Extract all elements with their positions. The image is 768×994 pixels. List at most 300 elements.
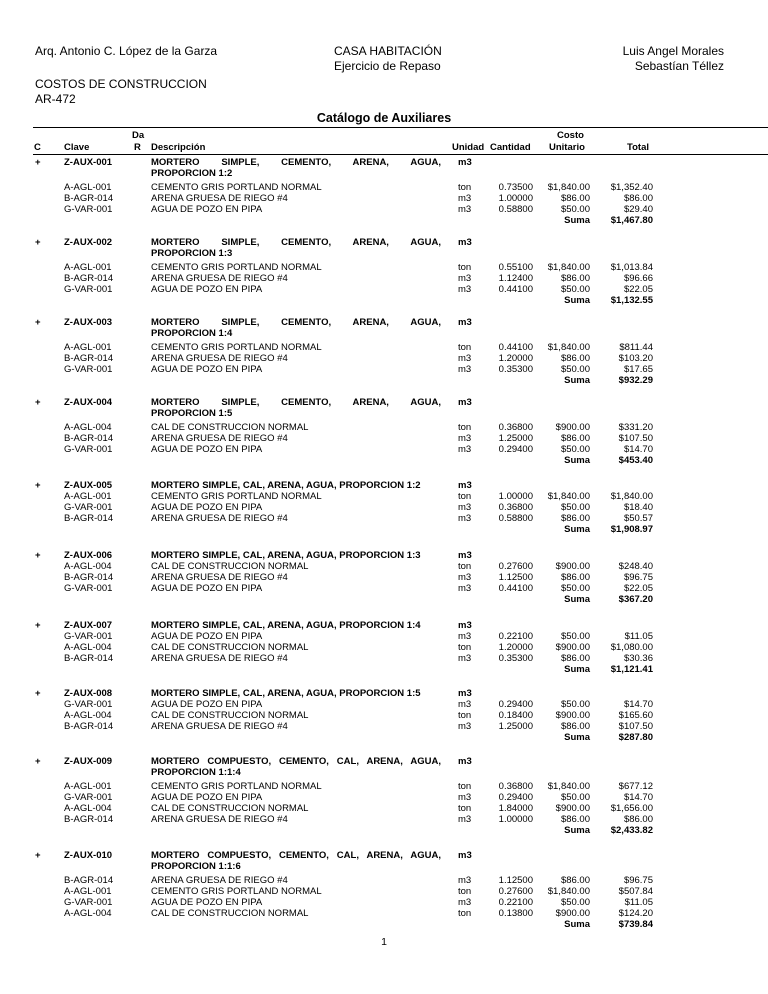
suma-total: $287.80	[618, 732, 653, 743]
group-unit: m3	[458, 157, 472, 168]
item-code: A-AGL-004	[64, 642, 112, 653]
item-row	[0, 653, 768, 664]
item-quantity: 1.00000	[498, 193, 533, 204]
item-description: ARENA GRUESA DE RIEGO #4	[151, 273, 288, 284]
suma-total: $367.20	[618, 594, 653, 605]
item-description: CAL DE CONSTRUCCION NORMAL	[151, 803, 309, 814]
item-total: $165.60	[618, 710, 653, 721]
suma-label: Suma	[564, 524, 590, 535]
suma-total: $1,467.80	[610, 215, 653, 226]
col-unidad: Unidad	[452, 142, 485, 153]
group-code: Z-AUX-009	[64, 756, 113, 767]
group-description: MORTERO SIMPLE, CAL, ARENA, AGUA, PROPORCION 1:5	[151, 688, 421, 699]
col-cantidad: Cantidad	[490, 142, 531, 153]
item-quantity: 0.44100	[498, 342, 533, 353]
suma-total: $1,132.55	[610, 295, 653, 306]
item-quantity: 0.55100	[498, 262, 533, 273]
item-total: $1,840.00	[610, 491, 653, 502]
group-code: Z-AUX-008	[64, 688, 113, 699]
group-header-continuation	[0, 168, 768, 179]
item-row	[0, 561, 768, 572]
group-unit: m3	[458, 850, 472, 861]
group-unit: m3	[458, 550, 472, 561]
item-quantity: 0.73500	[498, 182, 533, 193]
item-unit-cost: $86.00	[560, 193, 590, 204]
expand-icon[interactable]: +	[35, 756, 41, 767]
item-code: A-AGL-001	[64, 491, 112, 502]
item-description: CEMENTO GRIS PORTLAND NORMAL	[151, 491, 322, 502]
item-unit-cost: $900.00	[555, 642, 590, 653]
group-header-row	[0, 620, 768, 631]
item-row	[0, 908, 768, 919]
item-total: $107.50	[618, 433, 653, 444]
expand-icon[interactable]: +	[35, 550, 41, 561]
item-unit-cost: $86.00	[560, 814, 590, 825]
item-total: $11.05	[624, 897, 653, 908]
col-da: Da	[132, 130, 145, 141]
suma-total: $932.29	[618, 375, 653, 386]
item-total: $124.20	[618, 908, 653, 919]
item-code: G-VAR-001	[64, 792, 113, 803]
item-quantity: 0.29400	[498, 792, 533, 803]
item-description: AGUA DE POZO EN PIPA	[151, 502, 263, 513]
item-code: G-VAR-001	[64, 583, 113, 594]
item-unit: m3	[458, 699, 472, 710]
group-header-row	[0, 480, 768, 491]
item-description: CEMENTO GRIS PORTLAND NORMAL	[151, 182, 322, 193]
item-unit: ton	[458, 342, 472, 353]
item-code: B-AGR-014	[64, 814, 114, 825]
group-unit: m3	[458, 756, 472, 767]
group-code: Z-AUX-005	[64, 480, 113, 491]
group-unit: m3	[458, 397, 472, 408]
item-description: ARENA GRUESA DE RIEGO #4	[151, 433, 288, 444]
group-code: Z-AUX-007	[64, 620, 113, 631]
suma-label: Suma	[564, 732, 590, 743]
item-code: B-AGR-014	[64, 721, 114, 732]
group-code: Z-AUX-001	[64, 157, 113, 168]
item-unit-cost: $900.00	[555, 908, 590, 919]
item-code: A-AGL-001	[64, 781, 112, 792]
item-code: B-AGR-014	[64, 433, 114, 444]
item-unit-cost: $86.00	[560, 433, 590, 444]
group-description: PROPORCION 1:5	[151, 408, 233, 419]
item-total: $17.65	[623, 364, 653, 375]
group-description: MORTERO SIMPLE, CEMENTO, ARENA, AGUA,	[151, 317, 441, 328]
suma-row	[0, 919, 768, 930]
item-code: A-AGL-004	[64, 908, 112, 919]
item-unit-cost: $50.00	[560, 364, 590, 375]
group-description: MORTERO SIMPLE, CAL, ARENA, AGUA, PROPORCION 1:2	[151, 480, 421, 491]
item-description: CAL DE CONSTRUCCION NORMAL	[151, 710, 309, 721]
item-unit: m3	[458, 583, 472, 594]
item-code: G-VAR-001	[64, 444, 113, 455]
group-description: PROPORCION 1:2	[151, 168, 233, 179]
item-description: ARENA GRUESA DE RIEGO #4	[151, 875, 288, 886]
group-code: Z-AUX-006	[64, 550, 113, 561]
item-row	[0, 502, 768, 513]
project-name: CASA HABITACIÓN	[334, 44, 442, 58]
item-total: $1,080.00	[610, 642, 653, 653]
item-quantity: 0.27600	[498, 886, 533, 897]
group-header-row	[0, 157, 768, 168]
item-description: AGUA DE POZO EN PIPA	[151, 204, 263, 215]
col-costo: Costo	[557, 130, 584, 141]
item-quantity: 1.84000	[498, 803, 533, 814]
item-unit: ton	[458, 781, 472, 792]
item-row	[0, 273, 768, 284]
item-total: $86.00	[623, 814, 653, 825]
item-total: $22.05	[623, 583, 653, 594]
item-total: $1,013.84	[610, 262, 653, 273]
col-c: C	[34, 142, 41, 153]
group-unit: m3	[458, 688, 472, 699]
item-unit: ton	[458, 422, 472, 433]
item-unit-cost: $86.00	[560, 513, 590, 524]
item-code: A-AGL-001	[64, 342, 112, 353]
suma-row	[0, 375, 768, 386]
suma-total: $453.40	[618, 455, 653, 466]
item-row	[0, 781, 768, 792]
col-clave: Clave	[64, 142, 90, 153]
item-unit-cost: $50.00	[560, 631, 590, 642]
item-unit: m3	[458, 502, 472, 513]
item-total: $103.20	[618, 353, 653, 364]
expand-icon[interactable]: +	[35, 157, 41, 168]
item-total: $30.36	[623, 653, 653, 664]
item-quantity: 0.58800	[498, 513, 533, 524]
item-description: ARENA GRUESA DE RIEGO #4	[151, 353, 288, 364]
item-code: B-AGR-014	[64, 653, 114, 664]
item-code: G-VAR-001	[64, 631, 113, 642]
group-description: PROPORCION 1:3	[151, 248, 233, 259]
group-unit: m3	[458, 237, 472, 248]
suma-label: Suma	[564, 455, 590, 466]
item-description: AGUA DE POZO EN PIPA	[151, 897, 263, 908]
group-header-continuation	[0, 861, 768, 872]
group-description: MORTERO COMPUESTO, CEMENTO, CAL, ARENA, AGUA,	[151, 850, 441, 861]
item-total: $248.40	[618, 561, 653, 572]
item-total: $507.84	[618, 886, 653, 897]
item-quantity: 1.12500	[498, 572, 533, 583]
item-code: A-AGL-001	[64, 262, 112, 273]
item-unit: ton	[458, 182, 472, 193]
item-total: $1,352.40	[610, 182, 653, 193]
item-quantity: 0.35300	[498, 364, 533, 375]
item-row	[0, 803, 768, 814]
item-unit-cost: $900.00	[555, 710, 590, 721]
suma-label: Suma	[564, 919, 590, 930]
col-total: Total	[627, 142, 649, 153]
item-total: $86.00	[623, 193, 653, 204]
group-description: MORTERO SIMPLE, CAL, ARENA, AGUA, PROPORCION 1:3	[151, 550, 421, 561]
col-r: R	[134, 142, 141, 153]
expand-icon[interactable]: +	[35, 688, 41, 699]
suma-total: $739.84	[618, 919, 653, 930]
group-header-continuation	[0, 248, 768, 259]
item-unit-cost: $900.00	[555, 803, 590, 814]
expand-icon[interactable]: +	[35, 237, 41, 248]
item-code: G-VAR-001	[64, 699, 113, 710]
item-unit: m3	[458, 364, 472, 375]
item-quantity: 0.29400	[498, 699, 533, 710]
item-code: B-AGR-014	[64, 273, 114, 284]
item-total: $14.70	[623, 792, 653, 803]
catalog-title: Catálogo de Auxiliares	[316, 111, 452, 125]
item-row	[0, 513, 768, 524]
item-row	[0, 721, 768, 732]
student-name-1: Luis Angel Morales	[622, 44, 724, 58]
suma-total: $2,433.82	[610, 825, 653, 836]
group-description: PROPORCION 1:1:4	[151, 767, 241, 778]
item-quantity: 0.44100	[498, 284, 533, 295]
item-unit: m3	[458, 353, 472, 364]
item-row	[0, 353, 768, 364]
item-description: ARENA GRUESA DE RIEGO #4	[151, 193, 288, 204]
item-description: ARENA GRUESA DE RIEGO #4	[151, 513, 288, 524]
item-unit: m3	[458, 631, 472, 642]
group-description: MORTERO COMPUESTO, CEMENTO, CAL, ARENA, AGUA,	[151, 756, 441, 767]
item-code: B-AGR-014	[64, 513, 114, 524]
item-unit: ton	[458, 561, 472, 572]
item-unit: ton	[458, 642, 472, 653]
item-code: A-AGL-004	[64, 561, 112, 572]
item-row	[0, 710, 768, 721]
col-unitario: Unitario	[549, 142, 585, 153]
suma-row	[0, 664, 768, 675]
item-description: CAL DE CONSTRUCCION NORMAL	[151, 422, 309, 433]
group-header-row	[0, 688, 768, 699]
item-code: A-AGL-004	[64, 710, 112, 721]
item-row	[0, 204, 768, 215]
item-row	[0, 699, 768, 710]
item-description: AGUA DE POZO EN PIPA	[151, 444, 263, 455]
item-unit-cost: $1,840.00	[547, 491, 590, 502]
suma-row	[0, 215, 768, 226]
item-quantity: 0.36800	[498, 422, 533, 433]
course-title: COSTOS DE CONSTRUCCION	[35, 77, 207, 91]
item-unit: m3	[458, 653, 472, 664]
group-description: MORTERO SIMPLE, CEMENTO, ARENA, AGUA,	[151, 157, 441, 168]
item-code: B-AGR-014	[64, 193, 114, 204]
group-description: MORTERO SIMPLE, CAL, ARENA, AGUA, PROPORCION 1:4	[151, 620, 421, 631]
group-header-continuation	[0, 328, 768, 339]
item-description: ARENA GRUESA DE RIEGO #4	[151, 653, 288, 664]
item-code: G-VAR-001	[64, 502, 113, 513]
item-unit: ton	[458, 803, 472, 814]
item-unit: ton	[458, 262, 472, 273]
item-unit-cost: $1,840.00	[547, 262, 590, 273]
item-unit-cost: $86.00	[560, 653, 590, 664]
item-total: $107.50	[618, 721, 653, 732]
item-total: $14.70	[623, 444, 653, 455]
suma-row	[0, 732, 768, 743]
suma-label: Suma	[564, 825, 590, 836]
item-code: B-AGR-014	[64, 353, 114, 364]
item-quantity: 0.13800	[498, 908, 533, 919]
item-description: CAL DE CONSTRUCCION NORMAL	[151, 561, 309, 572]
item-unit: m3	[458, 444, 472, 455]
item-unit-cost: $86.00	[560, 721, 590, 732]
group-header-row	[0, 317, 768, 328]
item-quantity: 0.27600	[498, 561, 533, 572]
item-description: ARENA GRUESA DE RIEGO #4	[151, 814, 288, 825]
project-subtitle: Ejercicio de Repaso	[334, 59, 441, 73]
item-unit-cost: $50.00	[560, 502, 590, 513]
page-number: 1	[381, 936, 387, 948]
group-header-continuation	[0, 408, 768, 419]
item-description: AGUA DE POZO EN PIPA	[151, 284, 263, 295]
item-row	[0, 897, 768, 908]
suma-total: $1,121.41	[610, 664, 653, 675]
group-unit: m3	[458, 480, 472, 491]
item-unit-cost: $50.00	[560, 792, 590, 803]
item-description: CAL DE CONSTRUCCION NORMAL	[151, 908, 309, 919]
item-row	[0, 631, 768, 642]
group-description: PROPORCION 1:4	[151, 328, 233, 339]
item-total: $14.70	[623, 699, 653, 710]
item-description: AGUA DE POZO EN PIPA	[151, 364, 263, 375]
group-header-row	[0, 237, 768, 248]
item-row	[0, 284, 768, 295]
group-header-row	[0, 850, 768, 861]
suma-label: Suma	[564, 215, 590, 226]
item-quantity: 1.12400	[498, 273, 533, 284]
item-unit: m3	[458, 204, 472, 215]
item-row	[0, 814, 768, 825]
item-unit-cost: $50.00	[560, 284, 590, 295]
group-description: MORTERO SIMPLE, CEMENTO, ARENA, AGUA,	[151, 237, 441, 248]
item-code: A-AGL-001	[64, 182, 112, 193]
expand-icon[interactable]: +	[35, 850, 41, 861]
suma-row	[0, 455, 768, 466]
item-unit: m3	[458, 513, 472, 524]
item-total: $11.05	[624, 631, 653, 642]
item-quantity: 1.12500	[498, 875, 533, 886]
item-quantity: 0.22100	[498, 631, 533, 642]
group-code: Z-AUX-004	[64, 397, 113, 408]
group-unit: m3	[458, 317, 472, 328]
item-unit: ton	[458, 491, 472, 502]
group-description: MORTERO SIMPLE, CEMENTO, ARENA, AGUA,	[151, 397, 441, 408]
item-code: A-AGL-004	[64, 422, 112, 433]
author-name: Arq. Antonio C. López de la Garza	[35, 44, 218, 58]
item-unit-cost: $50.00	[560, 897, 590, 908]
item-row	[0, 342, 768, 353]
group-code: Z-AUX-003	[64, 317, 113, 328]
item-unit: ton	[458, 886, 472, 897]
item-row	[0, 792, 768, 803]
item-unit: ton	[458, 908, 472, 919]
item-total: $811.44	[619, 342, 653, 353]
item-code: A-AGL-004	[64, 803, 112, 814]
item-unit-cost: $1,840.00	[547, 886, 590, 897]
suma-row	[0, 825, 768, 836]
item-quantity: 0.44100	[498, 583, 533, 594]
item-total: $331.20	[618, 422, 653, 433]
group-header-row	[0, 550, 768, 561]
item-total: $96.66	[623, 273, 653, 284]
item-unit: m3	[458, 875, 472, 886]
suma-row	[0, 295, 768, 306]
item-description: ARENA GRUESA DE RIEGO #4	[151, 572, 288, 583]
expand-icon[interactable]: +	[35, 317, 41, 328]
item-description: CEMENTO GRIS PORTLAND NORMAL	[151, 781, 322, 792]
item-code: B-AGR-014	[64, 875, 114, 886]
item-unit-cost: $50.00	[560, 444, 590, 455]
item-description: CEMENTO GRIS PORTLAND NORMAL	[151, 262, 322, 273]
item-unit: m3	[458, 897, 472, 908]
item-row	[0, 886, 768, 897]
item-row	[0, 193, 768, 204]
item-quantity: 0.58800	[498, 204, 533, 215]
item-row	[0, 262, 768, 273]
item-row	[0, 491, 768, 502]
item-unit: m3	[458, 721, 472, 732]
item-code: G-VAR-001	[64, 364, 113, 375]
item-unit-cost: $900.00	[555, 561, 590, 572]
item-quantity: 0.35300	[498, 653, 533, 664]
item-code: B-AGR-014	[64, 572, 114, 583]
item-code: G-VAR-001	[64, 897, 113, 908]
item-unit-cost: $86.00	[560, 273, 590, 284]
group-header-continuation	[0, 767, 768, 778]
item-row	[0, 572, 768, 583]
item-description: ARENA GRUESA DE RIEGO #4	[151, 721, 288, 732]
expand-icon[interactable]: +	[35, 620, 41, 631]
student-name-2: Sebastían Téllez	[634, 59, 724, 73]
col-descripcion: Descripción	[151, 142, 206, 153]
item-quantity: 1.00000	[498, 814, 533, 825]
suma-label: Suma	[564, 664, 590, 675]
item-row	[0, 422, 768, 433]
item-quantity: 0.18400	[498, 710, 533, 721]
suma-label: Suma	[564, 594, 590, 605]
item-row	[0, 875, 768, 886]
suma-row	[0, 594, 768, 605]
item-unit: m3	[458, 284, 472, 295]
item-unit-cost: $1,840.00	[547, 342, 590, 353]
item-total: $22.05	[623, 284, 653, 295]
item-row	[0, 444, 768, 455]
item-unit-cost: $50.00	[560, 699, 590, 710]
item-code: G-VAR-001	[64, 204, 113, 215]
item-quantity: 1.25000	[498, 433, 533, 444]
expand-icon[interactable]: +	[35, 480, 41, 491]
item-unit: m3	[458, 193, 472, 204]
group-header-row	[0, 756, 768, 767]
item-total: $677.12	[618, 781, 653, 792]
item-total: $18.40	[623, 502, 653, 513]
item-unit-cost: $86.00	[560, 875, 590, 886]
item-unit-cost: $86.00	[560, 353, 590, 364]
item-total: $1,656.00	[610, 803, 653, 814]
item-total: $29.40	[623, 204, 653, 215]
item-unit: ton	[458, 710, 472, 721]
item-quantity: 1.20000	[498, 642, 533, 653]
item-description: AGUA DE POZO EN PIPA	[151, 699, 263, 710]
item-quantity: 0.22100	[498, 897, 533, 908]
item-quantity: 1.00000	[498, 491, 533, 502]
item-code: A-AGL-001	[64, 886, 112, 897]
item-quantity: 1.25000	[498, 721, 533, 732]
item-unit: m3	[458, 814, 472, 825]
group-description: PROPORCION 1:1:6	[151, 861, 241, 872]
item-row	[0, 182, 768, 193]
item-description: CAL DE CONSTRUCCION NORMAL	[151, 642, 309, 653]
item-description: CEMENTO GRIS PORTLAND NORMAL	[151, 886, 322, 897]
expand-icon[interactable]: +	[35, 397, 41, 408]
